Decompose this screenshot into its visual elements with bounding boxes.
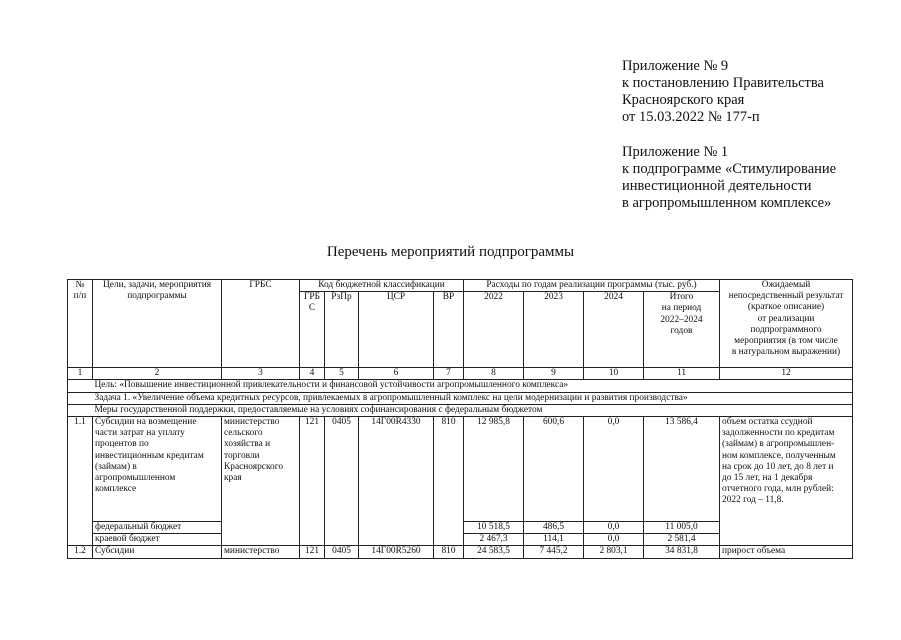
row-number: 1.1 [68, 417, 93, 546]
appendix-1-line: к подпрограмме «Стимулирование [622, 161, 837, 177]
regional-2023: 114,1 [524, 534, 584, 546]
header-result: Ожидаемый непосредственный результат (краткое описание) от реализации подпрограммного мероприятия (в том числе в натуральном выражении) [720, 280, 853, 368]
rzpr-cell: 0405 [325, 417, 359, 546]
header-code-group: Код бюджетной классификации [300, 280, 464, 292]
appendix-9-line: Приложение № 9 [622, 58, 729, 74]
grbs-code-cell: 121 [300, 417, 325, 546]
column-number: 4 [300, 368, 325, 380]
federal-2023: 486,5 [524, 522, 584, 534]
appendix-9-block [622, 58, 824, 126]
result-cell: прирост объема [720, 546, 853, 558]
column-number: 6 [359, 368, 434, 380]
federal-budget-label: федеральный бюджет [93, 522, 222, 534]
header-num: № п/п [68, 280, 93, 368]
result-cell: объем остатка ссудной задолженности по кредитам (займам) в агропромышлен- ном комплексе, полученным на срок до 10 лет, до 8 лет и до 15 лет, на 1 декабря отчетного года, млн рублей: 2022 год – 11,8. [720, 417, 853, 546]
measures-text: Меры государственной поддержки, предоставляемые на условиях софинансирования с федеральным бюджетом [93, 404, 853, 416]
regional-budget-label: краевой бюджет [93, 534, 222, 546]
column-number: 11 [644, 368, 720, 380]
federal-2024: 0,0 [584, 522, 644, 534]
vr-cell: 810 [434, 417, 464, 546]
row-number: 1.2 [68, 546, 93, 558]
value-2023: 600,6 [524, 417, 584, 522]
regional-2024: 0,0 [584, 534, 644, 546]
column-number: 3 [222, 368, 300, 380]
value-2022: 12 985,8 [464, 417, 524, 522]
measures-table [67, 279, 853, 559]
grbs-cell: министерство [222, 546, 300, 558]
value-total: 13 586,4 [644, 417, 720, 522]
header-2022: 2022 [464, 292, 524, 368]
appendix-1-line: в агропромышленном комплексе» [622, 195, 832, 211]
header-csr: ЦСР [359, 292, 434, 368]
column-number: 12 [720, 368, 853, 380]
value-2023: 7 445,2 [524, 546, 584, 558]
federal-2022: 10 518,5 [464, 522, 524, 534]
csr-cell: 14Г00R4330 [359, 417, 434, 546]
table-row [68, 546, 853, 558]
grbs-cell: министерство сельского хозяйства и торговли Красноярского края [222, 417, 300, 546]
goal-text: Цель: «Повышение инвестиционной привлекательности и финансовой устойчивости агропромышленного комплекса» [93, 380, 853, 392]
column-number: 2 [93, 368, 222, 380]
measure-name: Субсидии [93, 546, 222, 558]
column-number-row [68, 368, 853, 380]
appendix-9-line: от 15.03.2022 № 177-п [622, 109, 760, 125]
regional-total: 2 581,4 [644, 534, 720, 546]
measure-name: Субсидии на возмещение части затрат на уплату процентов по инвестиционным кредитам (займам) в агропромышленном комплексе [93, 417, 222, 522]
document-title: Перечень мероприятий подпрограммы [326, 244, 575, 260]
header-total: Итого на период 2022–2024 годов [644, 292, 720, 368]
column-number: 5 [325, 368, 359, 380]
value-total: 34 831,8 [644, 546, 720, 558]
column-number: 9 [524, 368, 584, 380]
task-row [68, 392, 853, 404]
table-row [68, 417, 853, 522]
header-rzpr: РзПр [325, 292, 359, 368]
grbs-code-cell: 121 [300, 546, 325, 558]
measures-row [68, 404, 853, 416]
header-grbs: ГРБС [222, 280, 300, 368]
header-2023: 2023 [524, 292, 584, 368]
value-2024: 0,0 [584, 417, 644, 522]
appendix-1-line: Приложение № 1 [622, 144, 729, 160]
header-grbs-code: ГРБ С [300, 292, 325, 368]
appendix-9-line: к постановлению Правительства [622, 75, 824, 91]
task-text: Задача 1. «Увеличение объема кредитных ресурсов, привлекаемых в агропромышленный комплекс на цели модернизации и развития производства» [93, 392, 853, 404]
vr-cell: 810 [434, 546, 464, 558]
column-number: 10 [584, 368, 644, 380]
appendix-1-line: инвестиционной деятельности [622, 178, 812, 194]
value-2024: 2 803,1 [584, 546, 644, 558]
header-2024: 2024 [584, 292, 644, 368]
federal-total: 11 005,0 [644, 522, 720, 534]
goal-row [68, 380, 853, 392]
column-number: 1 [68, 368, 93, 380]
csr-cell: 14Г00R5260 [359, 546, 434, 558]
header-goals: Цели, задачи, мероприятия подпрограммы [93, 280, 222, 368]
appendix-1-block [622, 144, 836, 212]
appendix-9-line: Красноярского края [622, 92, 745, 108]
header-expenses-group: Расходы по годам реализации программы (тыс. руб.) [464, 280, 720, 292]
value-2022: 24 583,5 [464, 546, 524, 558]
header-vr: ВР [434, 292, 464, 368]
header-row [68, 280, 853, 292]
regional-2022: 2 467,3 [464, 534, 524, 546]
rzpr-cell: 0405 [325, 546, 359, 558]
column-number: 7 [434, 368, 464, 380]
column-number: 8 [464, 368, 524, 380]
